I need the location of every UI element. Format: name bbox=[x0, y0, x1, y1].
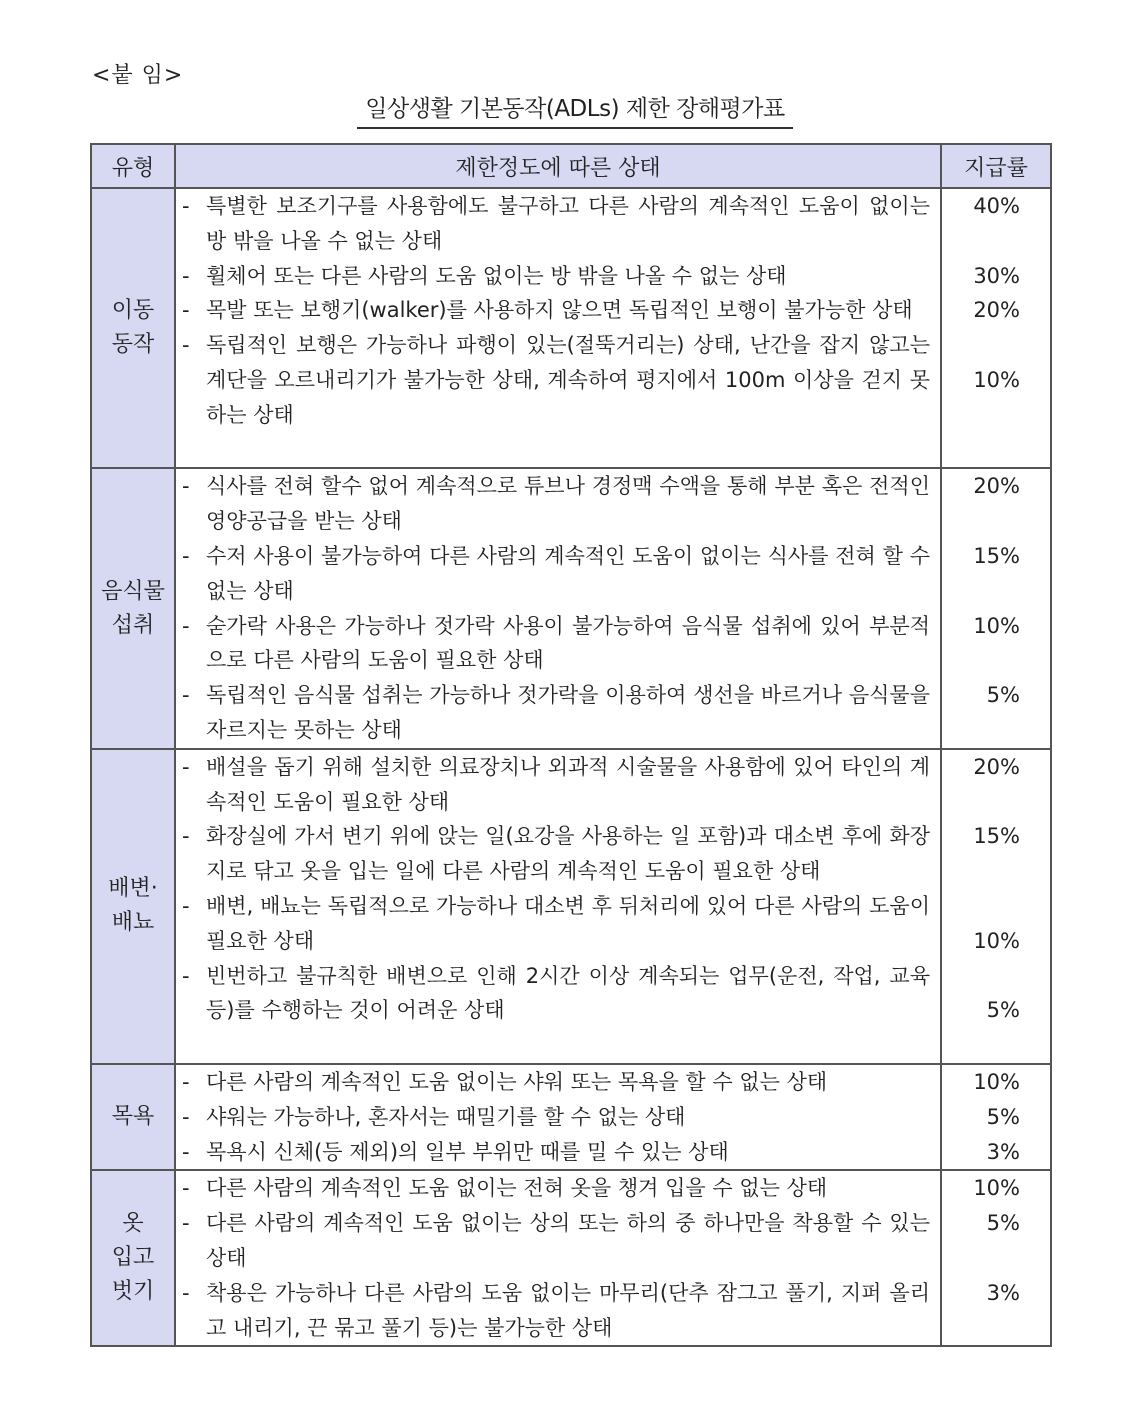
table-row bbox=[91, 188, 1051, 468]
payout-rate: 3% bbox=[986, 1280, 1020, 1305]
condition-item bbox=[182, 1276, 930, 1346]
condition-text: 특별한 보조기구를 사용함에도 불구하고 다른 사람의 계속적인 도움이 없이는 방 밖을 나올 수 없는 상태 bbox=[206, 194, 930, 253]
rate-cell bbox=[941, 1170, 1051, 1346]
bullet-dash: - bbox=[182, 194, 190, 218]
rate-slot bbox=[942, 1206, 1050, 1276]
condition-text: 숟가락 사용은 가능하나 젓가락 사용이 불가능하여 음식물 섭취에 있어 부분적으로 다른 사람의 도움이 필요한 상태 bbox=[206, 613, 930, 673]
bullet-dash: - bbox=[182, 824, 190, 849]
payout-rate: 10% bbox=[973, 613, 1020, 638]
table-row bbox=[91, 749, 1051, 1064]
table-body bbox=[91, 188, 1051, 1346]
category-label: 목욕 bbox=[111, 1104, 155, 1130]
payout-rate: 5% bbox=[986, 1104, 1020, 1129]
category-cell bbox=[91, 1064, 175, 1170]
category-cell bbox=[91, 1170, 175, 1346]
table-row bbox=[91, 468, 1051, 748]
condition-item bbox=[182, 539, 930, 609]
bullet-dash: - bbox=[182, 963, 190, 988]
header-rate: 지급률 bbox=[941, 144, 1051, 188]
payout-rate: 20% bbox=[973, 474, 1020, 499]
rate-slot bbox=[942, 293, 1050, 363]
category-cell bbox=[91, 468, 175, 748]
bullet-dash: - bbox=[182, 1211, 190, 1236]
payout-rate: 15% bbox=[973, 543, 1020, 568]
condition-text: 빈번하고 불규칙한 배변으로 인해 2시간 이상 계속되는 업무(운전, 작업, 교육 등)를 수행하는 것이 어려운 상태 bbox=[206, 963, 930, 1023]
bullet-dash: - bbox=[182, 263, 190, 288]
condition-item bbox=[182, 678, 930, 748]
payout-rate: 10% bbox=[973, 1069, 1020, 1094]
condition-text: 목욕시 신체(등 제외)의 일부 부위만 때를 밀 수 있는 상태 bbox=[206, 1139, 729, 1164]
condition-text: 다른 사람의 계속적인 도움 없이는 샤워 또는 목욕을 할 수 없는 상태 bbox=[206, 1069, 828, 1094]
bullet-dash: - bbox=[182, 333, 190, 358]
rate-cell bbox=[941, 1064, 1051, 1170]
category-cell bbox=[91, 749, 175, 1064]
condition-cell bbox=[175, 1064, 941, 1170]
bullet-dash: - bbox=[182, 298, 190, 323]
bullet-dash: - bbox=[182, 1280, 190, 1305]
rate-slot bbox=[942, 259, 1050, 294]
bullet-dash: - bbox=[182, 1104, 190, 1129]
condition-text: 목발 또는 보행기(walker)를 사용하지 않으면 독립적인 보행이 불가능한 상태 bbox=[206, 298, 913, 323]
rate-slot bbox=[942, 469, 1050, 539]
condition-item bbox=[182, 189, 930, 259]
payout-rate: 5% bbox=[986, 683, 1020, 708]
rate-slot bbox=[942, 993, 1050, 1063]
payout-rate: 3% bbox=[986, 1139, 1020, 1164]
payout-rate: 5% bbox=[986, 1211, 1020, 1236]
bullet-dash: - bbox=[182, 683, 190, 708]
category-label: 이동 bbox=[111, 298, 155, 324]
bullet-dash: - bbox=[182, 754, 190, 779]
category-label: 배변· bbox=[108, 876, 158, 902]
condition-text: 착용은 가능하나 다른 사람의 도움 없이는 마무리(단추 잠그고 풀기, 지퍼 올리고 내리기, 끈 묶고 풀기 등)는 불가능한 상태 bbox=[206, 1280, 930, 1340]
condition-text: 독립적인 보행은 가능하나 파행이 있는(절뚝거리는) 상태, 난간을 잡지 않고는 계단을 오르내리기가 불가능한 상태, 계속하여 평지에서 100m 이상을 걷지 못하는 상태 bbox=[206, 333, 930, 427]
condition-item bbox=[182, 1135, 930, 1170]
rate-slot bbox=[942, 1276, 1050, 1346]
category-cell bbox=[91, 188, 175, 468]
payout-rate: 30% bbox=[973, 263, 1020, 288]
category-label: 벗기 bbox=[111, 1279, 155, 1305]
payout-rate: 40% bbox=[973, 194, 1020, 218]
condition-cell bbox=[175, 468, 941, 748]
attachment-label: <붙 임> bbox=[92, 63, 184, 88]
condition-item bbox=[182, 609, 930, 679]
rate-slot bbox=[942, 189, 1050, 259]
table-header-row bbox=[91, 144, 1051, 188]
category-label: 옷 bbox=[122, 1211, 144, 1237]
adl-evaluation-table bbox=[90, 143, 1052, 1347]
payout-rate: 10% bbox=[973, 928, 1020, 953]
bullet-dash: - bbox=[182, 543, 190, 568]
bullet-dash: - bbox=[182, 613, 190, 638]
category-label: 음식물 bbox=[101, 578, 165, 604]
table-row bbox=[91, 1064, 1051, 1170]
payout-rate: 10% bbox=[973, 1176, 1020, 1201]
payout-rate: 15% bbox=[973, 824, 1020, 849]
condition-item bbox=[182, 259, 930, 294]
document-title bbox=[0, 90, 1125, 129]
rate-slot bbox=[942, 819, 1050, 923]
payout-rate: 20% bbox=[973, 754, 1020, 779]
condition-item bbox=[182, 1206, 930, 1276]
rate-slot bbox=[942, 609, 1050, 679]
condition-text: 수저 사용이 불가능하여 다른 사람의 계속적인 도움이 없이는 식사를 전혀 할 수 없는 상태 bbox=[206, 543, 930, 603]
condition-text: 다른 사람의 계속적인 도움 없이는 상의 또는 하의 중 하나만을 착용할 수 있는 상태 bbox=[206, 1211, 930, 1270]
rate-slot bbox=[942, 539, 1050, 609]
rate-cell bbox=[941, 468, 1051, 748]
category-label: 동작 bbox=[111, 332, 155, 358]
rate-slot bbox=[942, 363, 1050, 467]
bullet-dash: - bbox=[182, 474, 190, 499]
category-label: 섭취 bbox=[111, 612, 155, 638]
condition-text: 휠체어 또는 다른 사람의 도움 없이는 방 밖을 나올 수 없는 상태 bbox=[206, 263, 787, 288]
rate-cell bbox=[941, 749, 1051, 1064]
condition-text: 배변, 배뇨는 독립적으로 가능하나 대소변 후 뒤처리에 있어 다른 사람의 도움이 필요한 상태 bbox=[206, 893, 930, 953]
rate-slot bbox=[942, 1171, 1050, 1206]
condition-item bbox=[182, 819, 930, 889]
header-condition: 제한정도에 따른 상태 bbox=[175, 144, 941, 188]
condition-item bbox=[182, 1065, 930, 1100]
document-title-text: 일상생활 기본동작(ADLs) 제한 장해평가표 bbox=[357, 90, 792, 129]
condition-item bbox=[182, 293, 930, 328]
category-label: 배뇨 bbox=[111, 910, 155, 936]
category-label: 입고 bbox=[111, 1245, 155, 1271]
condition-item bbox=[182, 959, 930, 1029]
header-type: 유형 bbox=[91, 144, 175, 188]
condition-item bbox=[182, 328, 930, 432]
condition-cell bbox=[175, 749, 941, 1064]
condition-cell bbox=[175, 1170, 941, 1346]
condition-text: 배설을 돕기 위해 설치한 의료장치나 외과적 시술물을 사용함에 있어 타인의 계속적인 도움이 필요한 상태 bbox=[206, 754, 930, 814]
payout-rate: 10% bbox=[973, 367, 1020, 392]
rate-slot bbox=[942, 1100, 1050, 1135]
condition-text: 다른 사람의 계속적인 도움 없이는 전혀 옷을 챙겨 입을 수 없는 상태 bbox=[206, 1176, 828, 1201]
rate-slot bbox=[942, 924, 1050, 994]
bullet-dash: - bbox=[182, 1069, 190, 1094]
rate-slot bbox=[942, 750, 1050, 820]
rate-cell bbox=[941, 188, 1051, 468]
payout-rate: 5% bbox=[986, 998, 1020, 1023]
rate-slot bbox=[942, 1135, 1050, 1170]
condition-cell bbox=[175, 188, 941, 468]
bullet-dash: - bbox=[182, 893, 190, 918]
table-row bbox=[91, 1170, 1051, 1346]
condition-item bbox=[182, 750, 930, 820]
condition-text: 샤워는 가능하나, 혼자서는 때밀기를 할 수 없는 상태 bbox=[206, 1104, 686, 1129]
bullet-dash: - bbox=[182, 1139, 190, 1164]
condition-item bbox=[182, 889, 930, 959]
condition-item bbox=[182, 469, 930, 539]
condition-item bbox=[182, 1171, 930, 1206]
rate-slot bbox=[942, 1065, 1050, 1100]
bullet-dash: - bbox=[182, 1176, 190, 1201]
payout-rate: 20% bbox=[973, 298, 1020, 323]
condition-text: 독립적인 음식물 섭취는 가능하나 젓가락을 이용하여 생선을 바르거나 음식물을 자르지는 못하는 상태 bbox=[206, 683, 930, 742]
condition-item bbox=[182, 1100, 930, 1135]
rate-slot bbox=[942, 678, 1050, 748]
condition-text: 식사를 전혀 할수 없어 계속적으로 튜브나 경정맥 수액을 통해 부분 혹은 전적인 영양공급을 받는 상태 bbox=[206, 474, 930, 534]
condition-text: 화장실에 가서 변기 위에 앉는 일(요강을 사용하는 일 포함)과 대소변 후에 화장지로 닦고 옷을 입는 일에 다른 사람의 계속적인 도움이 필요한 상태 bbox=[206, 824, 930, 884]
